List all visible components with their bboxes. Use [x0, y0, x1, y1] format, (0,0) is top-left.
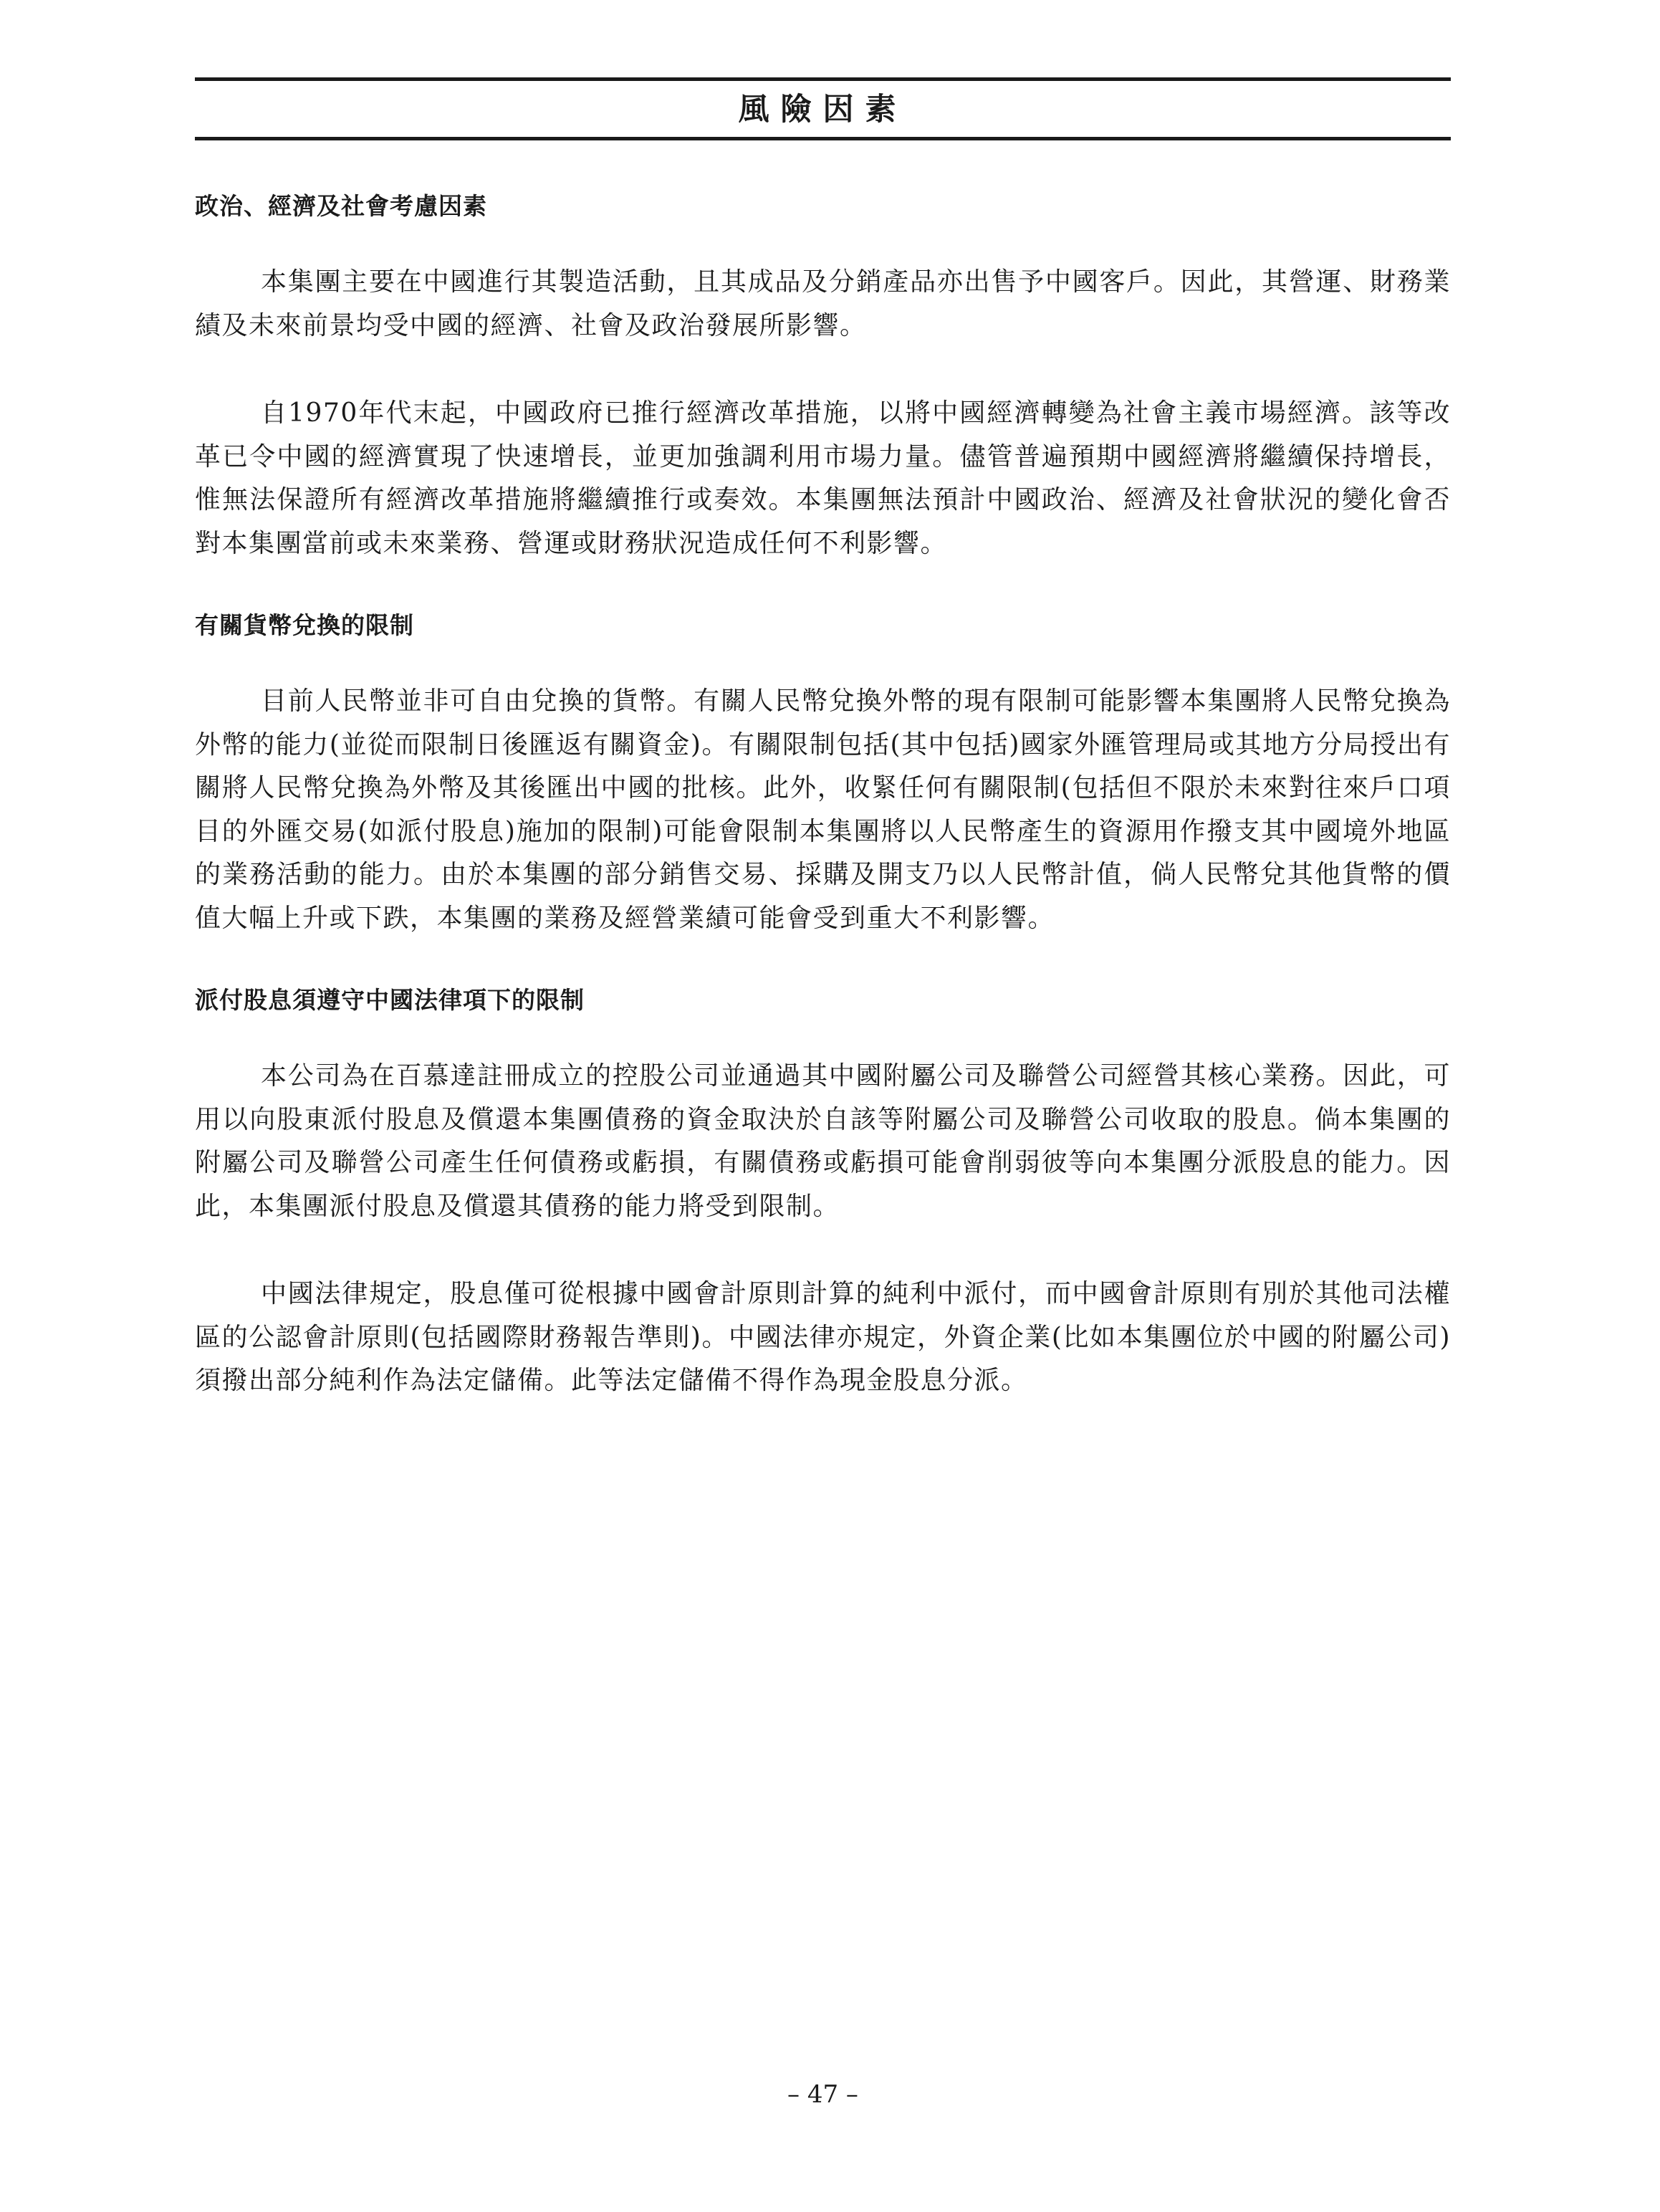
section-heading-dividend-restrictions: 派付股息須遵守中國法律項下的限制: [195, 986, 585, 1014]
section-heading-political-economic-social: 政治、經濟及社會考慮因素: [195, 192, 487, 220]
page-title: 風險因素: [738, 92, 908, 128]
paragraph: 本集團主要在中國進行其製造活動，且其成品及分銷產品亦出售予中國客戶。因此，其營運、財務業績及未來前景均受中國的經濟、社會及政治發展所影響。: [195, 267, 1451, 340]
paragraph: 自1970年代末起，中國政府已推行經濟改革措施，以將中國經濟轉變為社會主義市場經濟。該等改革已令中國的經濟實現了快速增長，並更加強調利用市場力量。儘管普遍預期中國經濟將繼續保持增長，惟無法保證所有經濟改革措施將繼續推行或奏效。本集團無法預計中國政治、經濟及社會狀況的變化會否對本集團當前或未來業務、營運或財務狀況造成任何不利影響。: [195, 398, 1451, 558]
paragraph: 本公司為在百慕達註冊成立的控股公司並通過其中國附屬公司及聯營公司經營其核心業務。因此，可用以向股東派付股息及償還本集團債務的資金取決於自該等附屬公司及聯營公司收取的股息。倘本集團的附屬公司及聯營公司產生任何債務或虧損，有關債務或虧損可能會削弱彼等向本集團分派股息的能力。因此，本集團派付股息及償還其債務的能力將受到限制。: [195, 1061, 1451, 1221]
section-heading-currency-conversion: 有關貨幣兌換的限制: [195, 611, 414, 639]
document-body: [195, 192, 1451, 1447]
paragraph: 目前人民幣並非可自由兌換的貨幣。有關人民幣兌換外幣的現有限制可能影響本集團將人民幣兌換為外幣的能力(並從而限制日後匯返有關資金)。有關限制包括(其中包括)國家外匯管理局或其地方分局授出有關將人民幣兌換為外幣及其後匯出中國的批核。此外，收緊任何有關限制(包括但不限於未來對往來戶口項目的外匯交易(如派付股息)施加的限制)可能會限制本集團將以人民幣產生的資源用作撥支其中國境外地區的業務活動的能力。由於本集團的部分銷售交易、採購及開支乃以人民幣計值，倘人民幣兌其他貨幣的價值大幅上升或下跌，本集團的業務及經營業績可能會受到重大不利影響。: [195, 686, 1451, 933]
document-page: [195, 0, 1451, 2212]
page-header: [195, 77, 1451, 140]
paragraph: 中國法律規定，股息僅可從根據中國會計原則計算的純利中派付，而中國會計原則有別於其他司法權區的公認會計原則(包括國際財務報告準則)。中國法律亦規定，外資企業(比如本集團位於中國的附屬公司)須撥出部分純利作為法定儲備。此等法定儲備不得作為現金股息分派。: [195, 1279, 1451, 1395]
page-number: – 47 –: [787, 2080, 858, 2109]
